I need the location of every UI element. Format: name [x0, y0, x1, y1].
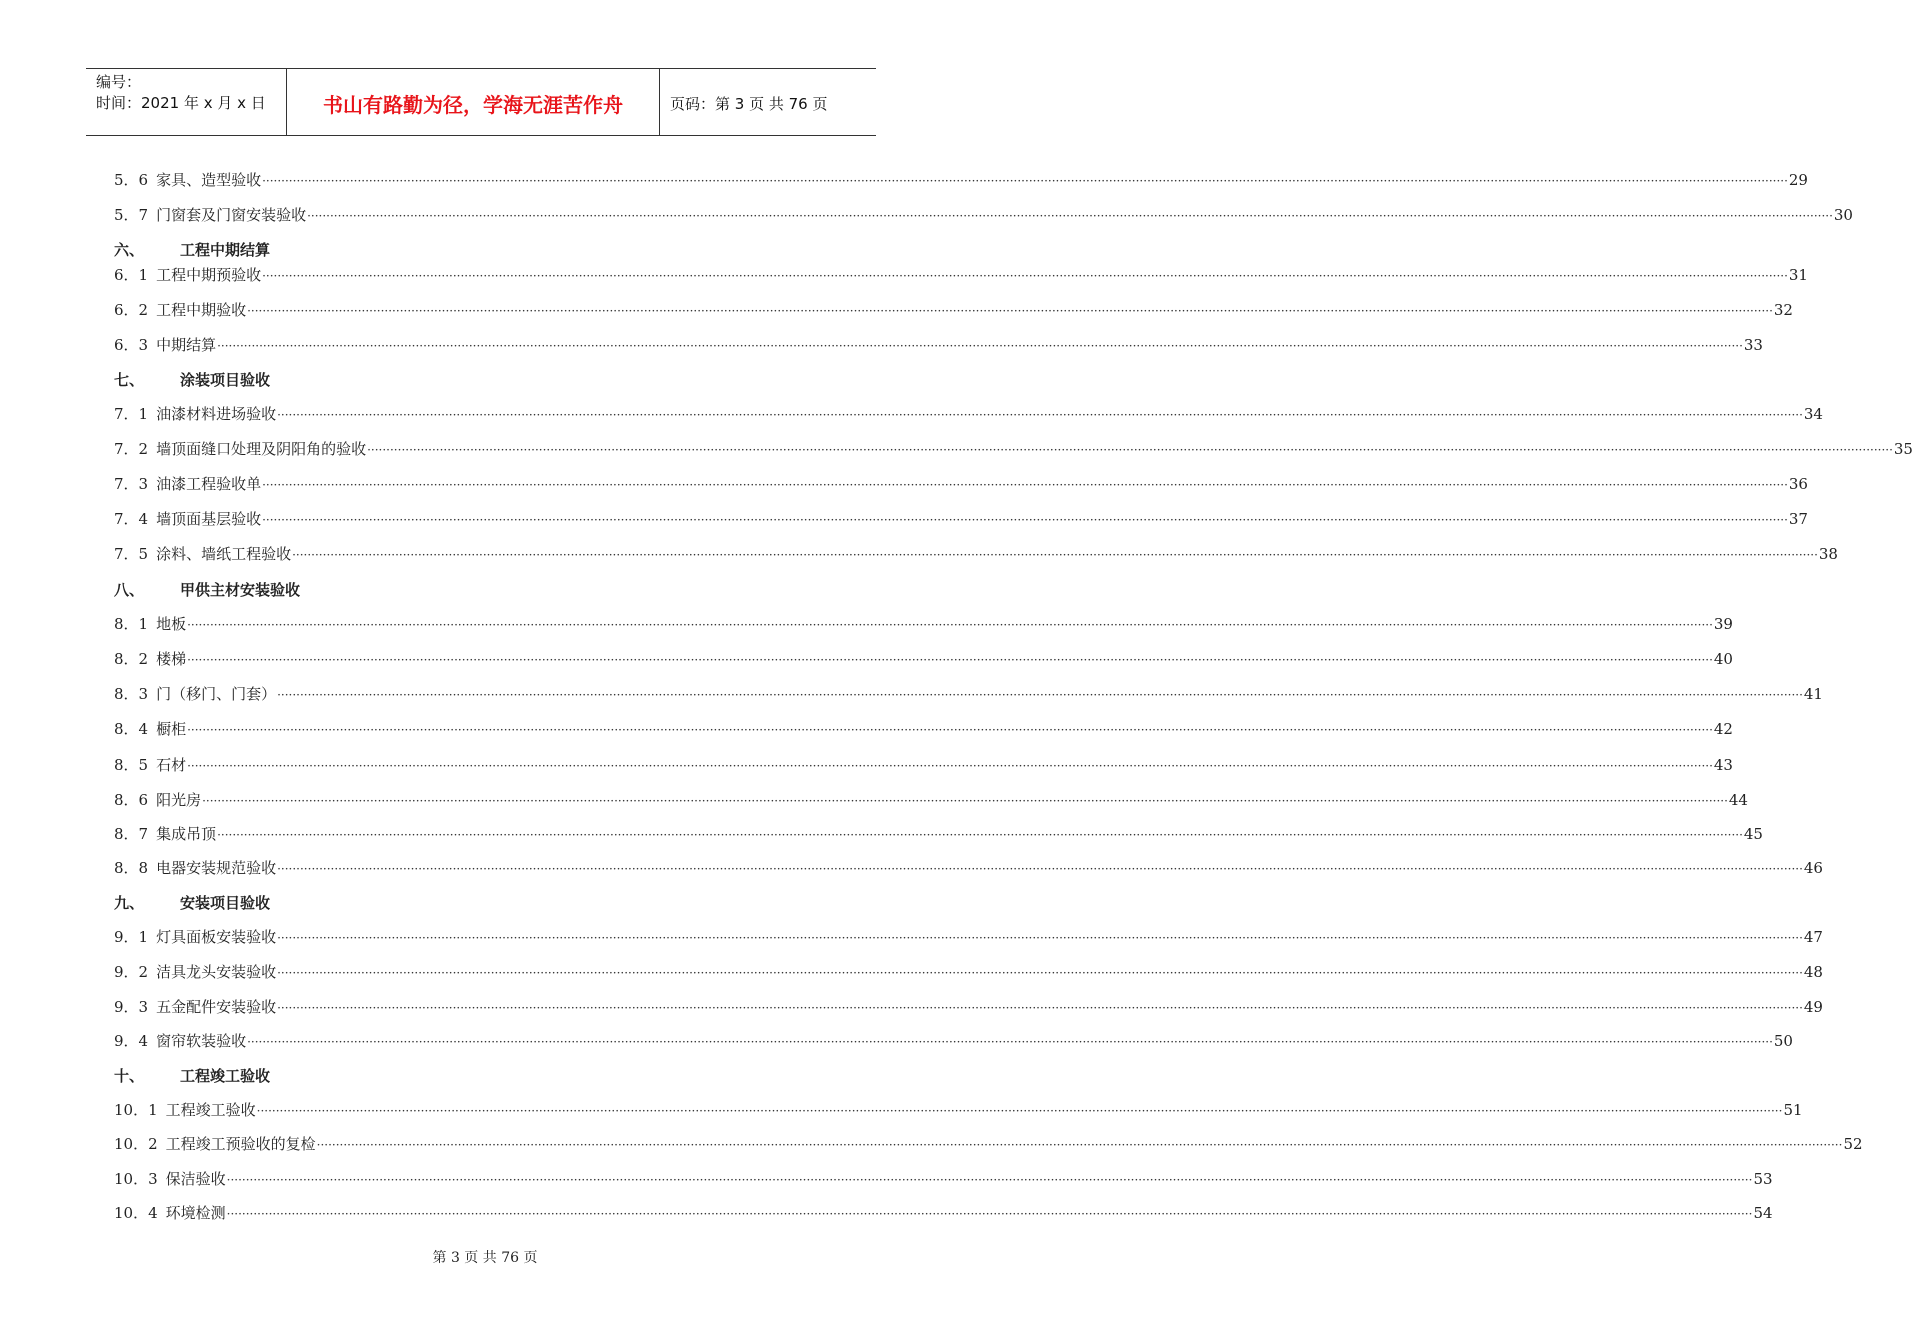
toc-leader-dots: ················································································································································································································································································································································································································	[262, 174, 1788, 188]
toc-leader-dots: ················································································································································································································································································································································································································	[217, 339, 1743, 353]
toc-title: 工程中期预验收	[156, 266, 262, 284]
toc-label	[114, 892, 270, 914]
toc-code: 6．1	[114, 266, 149, 284]
toc-title: 工程中期验收	[156, 301, 247, 319]
toc-code: 7．3	[114, 475, 149, 493]
toc-label	[114, 718, 186, 740]
toc-leader-dots: ················································································································································································································································································································································································································	[277, 966, 1803, 980]
toc-label	[114, 1065, 270, 1087]
toc-leader-dots: ················································································································································································································································································································································································································	[262, 513, 1788, 527]
toc-entry[interactable]	[114, 334, 1763, 356]
toc-label	[114, 996, 276, 1018]
toc-title: 油漆材料进场验收	[156, 405, 277, 423]
toc-title: 阳光房	[156, 791, 202, 809]
toc-title: 灯具面板安装验收	[156, 928, 277, 946]
toc-entry[interactable]	[114, 648, 1733, 670]
toc-label	[114, 1202, 226, 1224]
toc-label	[114, 648, 186, 670]
toc-code: 10．4	[114, 1204, 158, 1222]
toc-code: 8．1	[114, 615, 149, 633]
toc-code: 8．4	[114, 720, 149, 738]
toc-entry[interactable]	[114, 1099, 1803, 1121]
toc-entry[interactable]	[114, 823, 1763, 845]
toc-page-number: 53	[1753, 1170, 1773, 1188]
header-slogan: 书山有路勤为径，学海无涯苦作舟	[287, 69, 660, 135]
toc-label	[114, 473, 261, 495]
toc-leader-dots: ················································································································································································································································································································································································································	[187, 618, 1713, 632]
toc-label	[114, 508, 261, 530]
toc-page-number: 43	[1713, 756, 1733, 774]
toc-entry[interactable]	[114, 169, 1808, 191]
toc-code: 7．1	[114, 405, 149, 423]
toc-entry[interactable]	[114, 403, 1823, 425]
toc-page-number: 36	[1788, 475, 1808, 493]
toc-code: 六、	[114, 241, 145, 259]
toc-entry[interactable]	[114, 754, 1733, 776]
toc-leader-dots: ················································································································································································································································································································································································································	[187, 653, 1713, 667]
toc-entry[interactable]	[114, 299, 1793, 321]
toc-leader-dots: ················································································································································································································································································································································································································	[262, 269, 1788, 283]
toc-code: 7．4	[114, 510, 149, 528]
toc-title: 窗帘软装验收	[156, 1032, 247, 1050]
toc-page-number: 52	[1843, 1135, 1863, 1153]
toc-entry[interactable]	[114, 438, 1913, 460]
toc-code: 6．2	[114, 301, 149, 319]
toc-title: 门（移门、门套）	[156, 685, 277, 703]
toc-code: 10．2	[114, 1135, 158, 1153]
toc-leader-dots: ················································································································································································································································································································································································································	[277, 931, 1803, 945]
toc-label	[114, 438, 366, 460]
toc-leader-dots: ················································································································································································································································································································································································································	[367, 443, 1893, 457]
page-header	[86, 68, 876, 136]
toc-title: 工程竣工预验收的复检	[165, 1135, 316, 1153]
toc-entry[interactable]	[114, 789, 1748, 811]
toc-title: 涂装项目验收	[180, 371, 271, 389]
toc-page-number: 40	[1713, 650, 1733, 668]
toc-label	[114, 961, 276, 983]
toc-code: 七、	[114, 371, 145, 389]
toc-page-number: 51	[1783, 1101, 1803, 1119]
toc-label	[114, 683, 276, 705]
toc-code: 八、	[114, 581, 145, 599]
toc-leader-dots: ················································································································································································································································································································································································································	[277, 688, 1803, 702]
toc-page-number: 32	[1773, 301, 1793, 319]
toc-title: 墙顶面缝口处理及阴阳角的验收	[156, 440, 367, 458]
toc-entry[interactable]	[114, 996, 1823, 1018]
toc-title: 中期结算	[156, 336, 217, 354]
toc-leader-dots: ················································································································································································································································································································································································································	[226, 1173, 1753, 1187]
toc-entry[interactable]	[114, 1202, 1773, 1224]
toc-label	[114, 264, 261, 286]
toc-entry[interactable]	[114, 264, 1808, 286]
toc-code: 8．8	[114, 859, 149, 877]
toc-title: 洁具龙头安装验收	[156, 963, 277, 981]
toc-section-heading	[114, 892, 770, 914]
toc-code: 9．4	[114, 1032, 149, 1050]
toc-leader-dots: ················································································································································································································································································································································································································	[256, 1104, 1783, 1118]
toc-leader-dots: ················································································································································································································································································································································································································	[277, 408, 1803, 422]
toc-code: 九、	[114, 894, 145, 912]
toc-title: 橱柜	[156, 720, 187, 738]
toc-title: 甲供主材安装验收	[180, 581, 301, 599]
toc-page-number: 46	[1803, 859, 1823, 877]
toc-label	[114, 579, 300, 601]
toc-section-heading	[114, 1065, 770, 1087]
toc-label	[114, 789, 201, 811]
toc-label	[114, 204, 306, 226]
toc-page-number: 41	[1803, 685, 1823, 703]
toc-code: 9．3	[114, 998, 149, 1016]
toc-code: 9．2	[114, 963, 149, 981]
toc-entry[interactable]	[114, 1030, 1793, 1052]
toc-leader-dots: ················································································································································································································································································································································································································	[262, 478, 1788, 492]
toc-label	[114, 613, 186, 635]
toc-page-number: 34	[1803, 405, 1823, 423]
toc-label	[114, 1168, 226, 1190]
toc-entry[interactable]	[114, 473, 1808, 495]
toc-page-number: 47	[1803, 928, 1823, 946]
toc-entry[interactable]	[114, 718, 1733, 740]
toc-label	[114, 543, 291, 565]
toc-label	[114, 299, 246, 321]
toc-page-number: 54	[1753, 1204, 1773, 1222]
toc-label	[114, 169, 261, 191]
page-footer: 第 3 页 共 76 页	[432, 1250, 538, 1266]
toc-title: 涂料、墙纸工程验收	[156, 545, 292, 563]
toc-code: 8．2	[114, 650, 149, 668]
toc-title: 家具、造型验收	[156, 171, 262, 189]
toc-entry[interactable]	[114, 961, 1823, 983]
toc-label	[114, 1133, 316, 1155]
toc-page-number: 44	[1728, 791, 1748, 809]
toc-title: 保洁验收	[165, 1170, 226, 1188]
toc-label	[114, 1099, 256, 1121]
toc-leader-dots: ················································································································································································································································································································································································································	[226, 1207, 1753, 1221]
toc-title: 工程竣工验收	[165, 1101, 256, 1119]
toc-title: 石材	[156, 756, 187, 774]
toc-title: 工程中期结算	[180, 241, 271, 259]
toc-code: 5．6	[114, 171, 149, 189]
toc-entry[interactable]	[114, 683, 1823, 705]
toc-entry[interactable]	[114, 204, 1853, 226]
toc-label	[114, 239, 270, 261]
toc-title: 集成吊顶	[156, 825, 217, 843]
toc-leader-dots: ················································································································································································································································································································································································································	[307, 209, 1833, 223]
toc-page-number: 29	[1788, 171, 1808, 189]
toc-label	[114, 1030, 246, 1052]
toc-section-heading	[114, 369, 770, 391]
number-label: 编号：	[96, 73, 142, 91]
toc-title: 环境检测	[165, 1204, 226, 1222]
toc-label	[114, 369, 270, 391]
toc-code: 8．3	[114, 685, 149, 703]
toc-title: 油漆工程验收单	[156, 475, 262, 493]
toc-page-number: 38	[1818, 545, 1838, 563]
toc-title: 门窗套及门窗安装验收	[156, 206, 307, 224]
toc-page-number: 39	[1713, 615, 1733, 633]
toc-code: 9．1	[114, 928, 149, 946]
toc-page-number: 49	[1803, 998, 1823, 1016]
time-label: 时间：2021 年 x 月 x 日	[96, 94, 266, 112]
header-meta	[86, 69, 287, 135]
toc-leader-dots: ················································································································································································································································································································································································································	[277, 1001, 1803, 1015]
toc-entry[interactable]	[114, 613, 1733, 635]
toc-page-number: 33	[1743, 336, 1763, 354]
toc-label	[114, 857, 276, 879]
toc-section-heading	[114, 579, 770, 601]
toc-page-number: 31	[1788, 266, 1808, 284]
toc-entry[interactable]	[114, 1168, 1773, 1190]
toc-leader-dots: ················································································································································································································································································································································································································	[292, 548, 1818, 562]
toc-leader-dots: ················································································································································································································································································································································································································	[316, 1138, 1843, 1152]
toc-entry[interactable]	[114, 857, 1823, 879]
toc-code: 8．6	[114, 791, 149, 809]
toc-code: 10．3	[114, 1170, 158, 1188]
toc-label	[114, 334, 216, 356]
toc-entry[interactable]	[114, 508, 1808, 530]
toc-leader-dots: ················································································································································································································································································································································································································	[277, 862, 1803, 876]
toc-code: 10．1	[114, 1101, 158, 1119]
toc-section-heading	[114, 239, 770, 261]
toc-title: 楼梯	[156, 650, 187, 668]
toc-leader-dots: ················································································································································································································································································································································································································	[247, 1035, 1773, 1049]
toc-label	[114, 754, 186, 776]
toc-page-number: 37	[1788, 510, 1808, 528]
toc-page-number: 45	[1743, 825, 1763, 843]
toc-leader-dots: ················································································································································································································································································································································································································	[202, 794, 1728, 808]
toc-code: 7．2	[114, 440, 149, 458]
toc-label	[114, 823, 216, 845]
toc-page-number: 50	[1773, 1032, 1793, 1050]
toc-title: 地板	[156, 615, 187, 633]
toc-code: 5．7	[114, 206, 149, 224]
toc-code: 6．3	[114, 336, 149, 354]
toc-entry[interactable]	[114, 1133, 1863, 1155]
toc-page-number: 30	[1833, 206, 1853, 224]
toc-title: 安装项目验收	[180, 894, 271, 912]
toc-page-number: 35	[1893, 440, 1913, 458]
toc-code: 十、	[114, 1067, 145, 1085]
toc-page-number: 42	[1713, 720, 1733, 738]
toc-code: 8．5	[114, 756, 149, 774]
toc-leader-dots: ················································································································································································································································································································································································································	[247, 304, 1773, 318]
toc-entry[interactable]	[114, 926, 1823, 948]
toc-title: 电器安装规范验收	[156, 859, 277, 877]
toc-leader-dots: ················································································································································································································································································································································································································	[187, 759, 1713, 773]
header-page-label: 页码：第 3 页 共 76 页	[670, 94, 828, 113]
toc-leader-dots: ················································································································································································································································································································································································································	[187, 723, 1713, 737]
toc-code: 7．5	[114, 545, 149, 563]
toc-title: 五金配件安装验收	[156, 998, 277, 1016]
toc-label	[114, 926, 276, 948]
toc-leader-dots: ················································································································································································································································································································································································································	[217, 828, 1743, 842]
toc-code: 8．7	[114, 825, 149, 843]
toc-title: 工程竣工验收	[180, 1067, 271, 1085]
toc-title: 墙顶面基层验收	[156, 510, 262, 528]
toc-entry[interactable]	[114, 543, 1838, 565]
toc-label	[114, 403, 276, 425]
toc-page-number: 48	[1803, 963, 1823, 981]
